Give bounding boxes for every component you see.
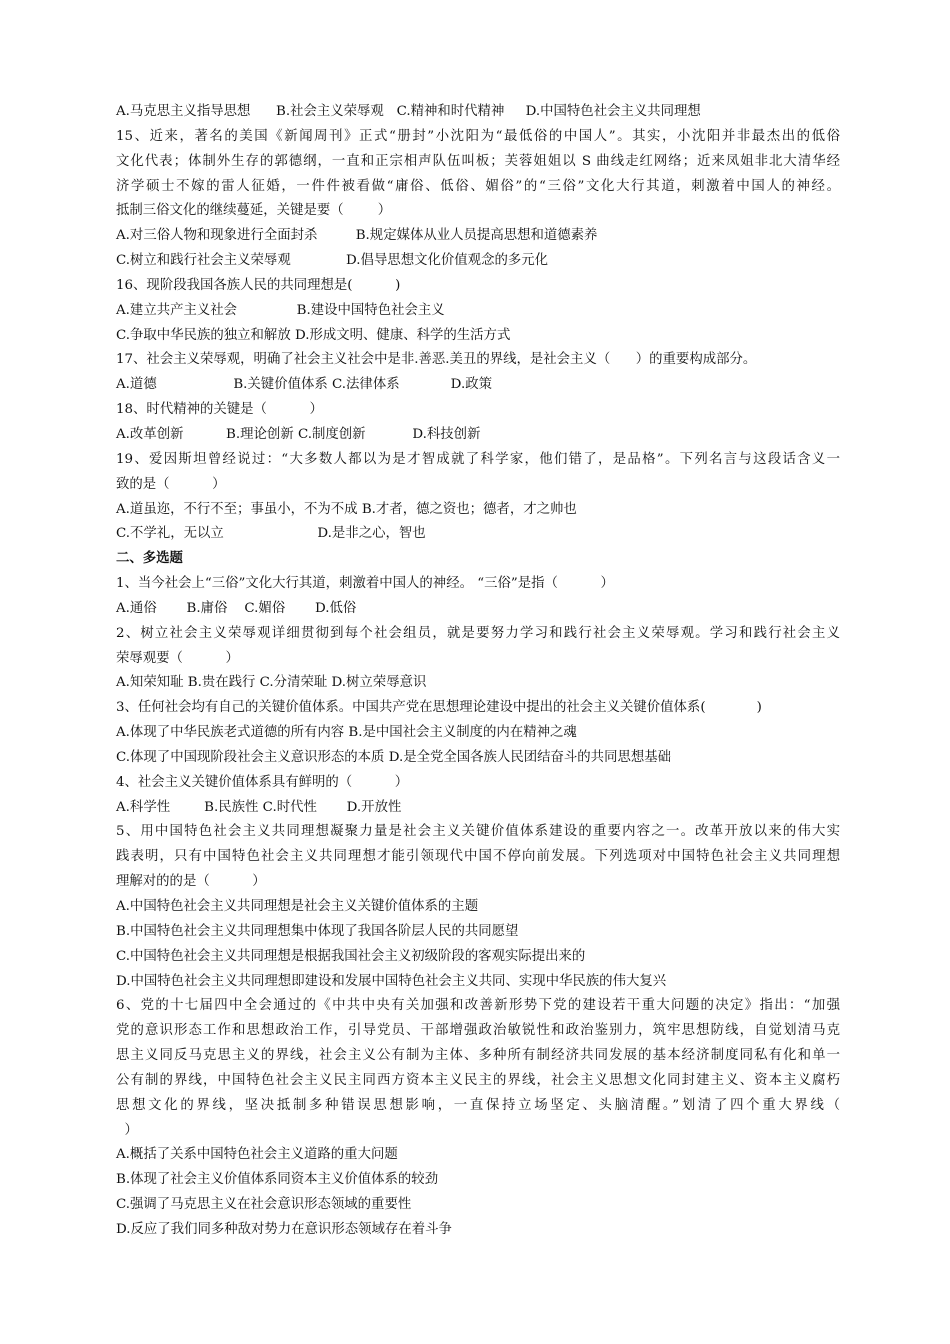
mq5-text-line: 践表明，只有中国特色社会主义共同理想才能引领现代中国不停向前发展。下列选项对中国特色社会主义共同理想 (116, 849, 840, 865)
q15-text-line: 15、近来，著名的美国《新闻周刊》正式“册封”小沈阳为“最低俗的中国人”。其实，小沈阳并非最杰出的低俗 (116, 128, 840, 144)
q19-text-line: 19、爱因斯坦曾经说过：“大多数人都以为是才智成就了科学家，他们错了，是品格”。下列名言与这段话含义一 (116, 451, 840, 467)
q19-option-line: C.不学礼，无以立 D.是非之心，智也 (116, 526, 426, 542)
q15-text-line: 济学硕士不嫁的雷人征婚，一件件被看做“庸俗、低俗、媚俗”的“三俗”文化大行其道，刺激着中国人的神经。 (116, 178, 840, 194)
mq3-option-line: A.体现了中华民族老式道德的所有内容 B.是中国社会主义制度的内在精神之魂 (116, 725, 577, 741)
mq2-text-line: 荣辱观要（ ） (116, 650, 239, 666)
mq6-text-line: ） (116, 1122, 138, 1138)
mq1-question: 1、当今社会上“三俗”文化大行其道，刺激着中国人的神经。 “三俗”是指（ ） (116, 576, 614, 592)
q14-options: A.马克思主义指导思想 B.社会主义荣辱观 C.精神和时代精神 D.中国特色社会主义共同理想 (116, 104, 701, 119)
mq5-option-c: C.中国特色社会主义共同理想是根据我国社会主义初级阶段的客观实际提出来的 (116, 948, 586, 964)
mq6-option-a: A.概括了关系中国特色社会主义道路的重大问题 (116, 1147, 398, 1163)
mq5-text-line: 5、用中国特色社会主义共同理想凝聚力量是社会主义关键价值体系建设的重要内容之一。改革开放以来的伟大实 (116, 824, 840, 840)
mq6-text-line: 党的意识形态工作和思想政治工作，引导党员、干部增强政治敏锐性和政治鉴别力，筑牢思想防线，自觉划清马克 (116, 1023, 840, 1039)
mq5-text-line: 理解对的的是（ ） (116, 874, 266, 890)
mq2-options: A.知荣知耻 B.贵在践行 C.分清荣耻 D.树立荣辱意识 (116, 675, 427, 691)
mq4-options: A.科学性 B.民族性 C.时代性 D.开放性 (116, 799, 402, 815)
q17-question: 17、社会主义荣辱观，明确了社会主义社会中是非.善恶.美丑的界线，是社会主义（ ）的重要构成部分。 (116, 352, 757, 368)
q19-text-line: 致的是（ ） (116, 476, 226, 492)
mq6-text-line: 思想文化的界线，坚决抵制多种错误思想影响，一直保持立场坚定、头脑清醒。”划清了四个重大界线（ (116, 1097, 840, 1113)
mq6-option-b: B.体现了社会主义价值体系同资本主义价值体系的较劲 (116, 1172, 439, 1188)
mq6-text-line: 思主义同反马克思主义的界线，社会主义公有制为主体、多种所有制经济共同发展的基本经济制度同私有化和单一 (116, 1048, 840, 1064)
mq5-option-a: A.中国特色社会主义共同理想是社会主义关键价值体系的主题 (116, 899, 479, 914)
q17-options: A.道德 B.关键价值体系 C.法律体系 D.政策 (116, 377, 492, 393)
q15-option-line: A.对三俗人物和现象进行全面封杀 B.规定媒体从业人员提高思想和道德素养 (116, 228, 598, 244)
mq6-option-d: D.反应了我们同多种敌对势力在意识形态领域存在着斗争 (116, 1221, 452, 1237)
q15-option-line: C.树立和践行社会主义荣辱观 D.倡导思想文化价值观念的多元化 (116, 253, 549, 269)
mq2-text-line: 2、树立社会主义荣辱观详细贯彻到每个社会组员，就是要努力学习和践行社会主义荣辱观。学习和践行社会主义 (116, 625, 840, 641)
q16-option-line: A.建立共产主义社会 B.建设中国特色社会主义 (116, 302, 445, 318)
q18-question: 18、时代精神的关键是（ ） (116, 402, 323, 418)
mq6-option-c: C.强调了马克思主义在社会意识形态领域的重要性 (116, 1197, 412, 1213)
mq3-option-line: C.体现了中国现阶段社会主义意识形态的本质 D.是全党全国各族人民团结奋斗的共同思想基础 (116, 749, 672, 765)
q18-options: A.改革创新 B.理论创新 C.制度创新 D.科技创新 (116, 426, 481, 442)
mq6-text-line: 6、党的十七届四中全会通过的《中共中央有关加强和改善新形势下党的建设若干重大问题的决定》指出：“加强 (116, 998, 840, 1014)
q16-question: 16、现阶段我国各族人民的共同理想是( ) (116, 277, 401, 293)
mq6-text-line: 公有制的界线，中国特色社会主义民主同西方资本主义民主的界线，社会主义思想文化同封建主义、资本主义腐朽 (116, 1072, 840, 1088)
mq3-question: 3、任何社会均有自己的关键价值体系。中国共产党在思想理论建设中提出的社会主义关键价值体系( ) (116, 700, 762, 716)
mq4-question: 4、社会主义关键价值体系具有鲜明的（ ） (116, 774, 409, 790)
q15-text-line: 抵制三俗文化的继续蔓延，关键是要（ ） (116, 203, 392, 219)
mq1-options: A.通俗 B.庸俗 C.媚俗 D.低俗 (116, 600, 357, 616)
mq5-option-b: B.中国特色社会主义共同理想集中体现了我国各阶层人民的共同愿望 (116, 923, 519, 939)
q16-option-line: C.争取中华民族的独立和解放 D.形成文明、健康、科学的生活方式 (116, 327, 511, 343)
q15-text-line: 文化代表；体制外生存的郭德纲，一直和正宗相声队伍叫板；芙蓉姐姐以 S 曲线走红网络；近来凤姐非北大清华经 (116, 153, 840, 169)
document-page (116, 100, 840, 1243)
mq5-option-d: D.中国特色社会主义共同理想即建设和发展中国特色社会主义共同、实现中华民族的伟大复兴 (116, 973, 667, 989)
q19-option-line: A.道虽迩，不行不至；事虽小，不为不成 B.才者，德之资也；德者，才之帅也 (116, 501, 577, 517)
section-heading-multiple-choice: 二、多选题 (116, 551, 183, 567)
